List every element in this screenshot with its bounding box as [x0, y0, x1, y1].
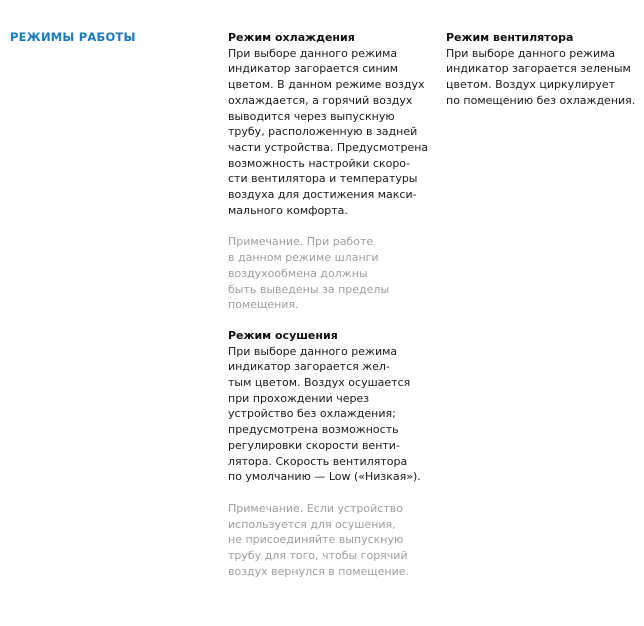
text-line: регулировки скорости венти- [228, 438, 400, 452]
middle-column [228, 30, 438, 580]
text-line: индикатор загорается синим [228, 62, 399, 76]
text-line: цветом. Воздух циркулирует [446, 78, 616, 92]
section-title: РЕЖИМЫ РАБОТЫ [10, 30, 136, 44]
fan-mode-heading: Режим вентилятора [446, 31, 574, 44]
text-line: При выборе данного режима [228, 46, 398, 60]
drying-mode-heading: Режим осушения [228, 328, 338, 342]
text-line: При выборе данного режима [446, 46, 616, 60]
text-line: возможность настройки скоро- [228, 156, 410, 170]
text-line: воздуха для достижения макси- [228, 188, 417, 202]
note-line: не присоединяйте выпускную [228, 533, 404, 547]
cooling-mode-text [228, 46, 438, 219]
text-line: мального комфорта. [228, 203, 348, 217]
note-line: помещения. [228, 298, 299, 312]
text-line: индикатор загорается жел- [228, 360, 390, 374]
note-line: используется для осушения, [228, 517, 396, 531]
note-line: воздух вернулся в помещение. [228, 564, 410, 578]
text-line: при прохождении через [228, 391, 370, 405]
text-line: выводится через выпускную [228, 109, 395, 123]
text-line: трубу, расположенную в задней [228, 125, 418, 139]
note-line: воздухообмена должны [228, 266, 368, 280]
note-line: в данном режиме шланги [228, 251, 379, 265]
cooling-mode-heading: Режим охлаждения [228, 31, 355, 44]
note-line: Примечание. Если устройство [228, 501, 403, 515]
fan-mode-text [446, 46, 642, 109]
text-line: тым цветом. Воздух осушается [228, 376, 411, 390]
right-column [446, 30, 642, 109]
text-line: лятора. Скорость вентилятора [228, 454, 408, 468]
drying-mode-text [228, 344, 438, 485]
drying-mode-note [228, 501, 438, 580]
note-line: быть выведены за пределы [228, 282, 390, 296]
text-line: индикатор загорается зеленым [446, 62, 631, 76]
text-line: сти вентилятора и температуры [228, 172, 418, 186]
text-line: устройство без охлаждения; [228, 407, 396, 421]
cooling-mode-note [228, 234, 438, 313]
text-line: по умолчанию — Low («Низкая»). [228, 470, 421, 484]
text-line: части устройства. Предусмотрена [228, 140, 429, 154]
note-line: Примечание. При работе [228, 235, 374, 249]
text-line: по помещению без охлаждения. [446, 93, 636, 107]
text-line: При выборе данного режима [228, 344, 398, 358]
note-line: трубу для того, чтобы горячий [228, 549, 408, 563]
text-line: цветом. В данном режиме воздух [228, 78, 425, 92]
text-line: предусмотрена возможность [228, 423, 399, 437]
text-line: охлаждается, а горячий воздух [228, 93, 413, 107]
